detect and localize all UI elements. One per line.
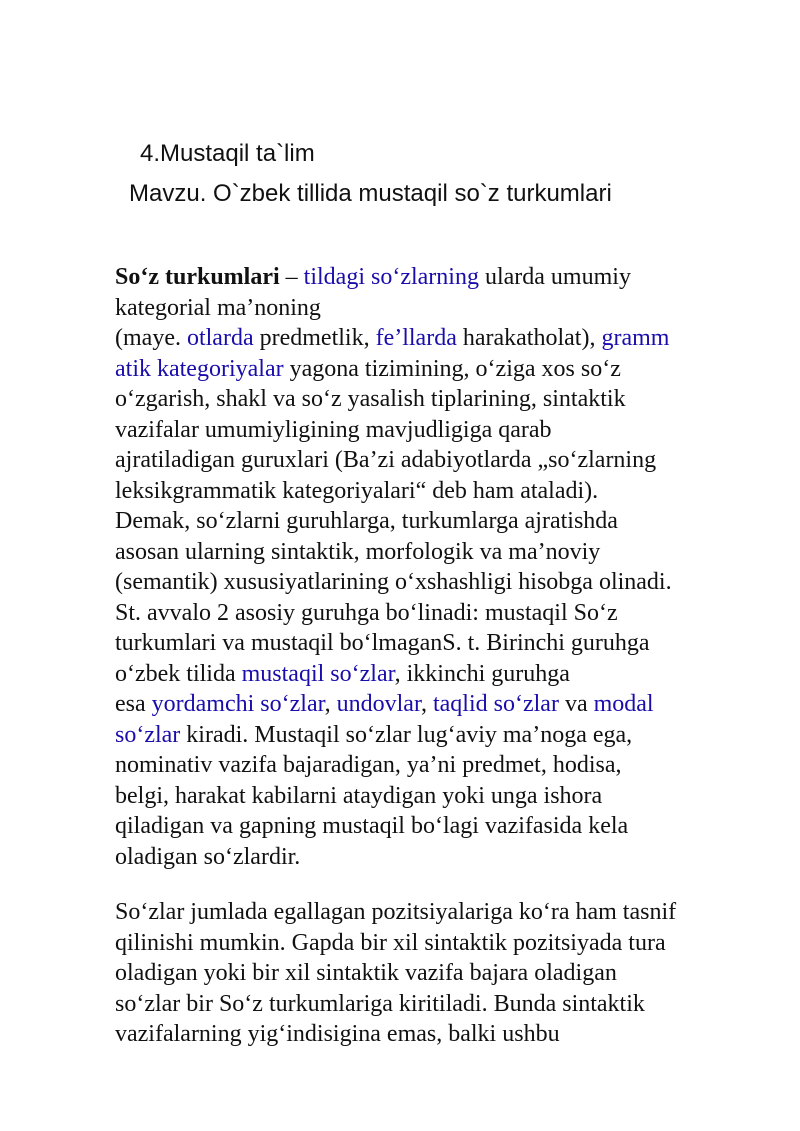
- paragraph-2: [115, 897, 755, 1050]
- assignment-heading: 4.Mustaqil ta`lim: [140, 140, 315, 167]
- link-otlarda[interactable]: otlarda: [186, 325, 254, 351]
- text-span: ,: [420, 691, 433, 717]
- p1-line-10: asosan ularning sintaktik, morfologik va ma’noviy: [115, 538, 601, 565]
- p2-line-5: vazifalarning yig‘indisigina emas, balki ushbu: [115, 1021, 560, 1047]
- text-span: esa: [115, 691, 152, 717]
- p1-line-1: [115, 262, 755, 293]
- p1-line-8: leksikgrammatik kategoriyalari“ deb ham ataladi).: [115, 477, 599, 504]
- p1-line-17: nominativ vazifa bajaradigan, ya’ni predmet, hodisa,: [115, 752, 622, 778]
- p1-line-18: belgi, harakat kabilarni ataydigan yoki unga ishora: [115, 782, 603, 809]
- p1-line-5: o‘zgarish, shakl va so‘z yasalish tiplarining, sintaktik: [115, 386, 626, 412]
- p2-line-3: oladigan yoki bir xil sintaktik vazifa bajara oladigan: [115, 960, 617, 986]
- p1-line-6: vazifalar umumiyligining mavjudligiga qarab: [115, 416, 552, 443]
- p2-line-1: So‘zlar jumlada egallagan pozitsiyalariga ko‘ra ham tasnif: [115, 899, 677, 925]
- link-undovlar[interactable]: undovlar: [336, 691, 421, 717]
- text-span: kiradi. Mustaqil so‘zlar lug‘aviy ma’noga ega,: [180, 721, 633, 748]
- text-span: o‘zbek tilida: [115, 660, 242, 687]
- text-span: –: [279, 264, 304, 290]
- link-grammatik-part1[interactable]: gramm: [601, 325, 670, 351]
- link-mustaqil-sozlar[interactable]: mustaqil so‘zlar: [241, 660, 395, 687]
- p1-line-11: (semantik) xususiyatlarining o‘xshashligi hisobga olinadi.: [115, 569, 672, 595]
- link-grammatik-part2[interactable]: atik kategoriyalar: [115, 355, 284, 382]
- text-span: predmetlik,: [253, 325, 376, 351]
- link-taqlid-sozlar[interactable]: taqlid so‘zlar: [432, 691, 559, 717]
- p1-line-14: [115, 659, 755, 690]
- topic-heading: Mavzu. O`zbek tillida mustaqil so`z turkumlari: [129, 180, 612, 207]
- link-fellarda[interactable]: fe’llarda: [375, 325, 457, 351]
- text-span: , ikkinchi guruhga: [394, 660, 570, 687]
- p1-line-16: [115, 720, 755, 751]
- paragraph-1: [115, 262, 755, 872]
- text-span: harakatholat),: [456, 325, 602, 351]
- link-modal-sozlar-part2[interactable]: so‘zlar: [115, 721, 181, 748]
- link-yordamchi-sozlar[interactable]: yordamchi so‘zlar: [151, 691, 325, 717]
- text-span: (maye.: [115, 325, 187, 351]
- p1-line-15: [115, 689, 755, 720]
- term-so-z-turkumlari: So‘z turkumlari: [115, 264, 280, 290]
- text-span: yagona tizimining, o‘ziga xos so‘z: [283, 355, 621, 382]
- text-span: ularda umumiy: [478, 264, 631, 290]
- p1-line-12: St. avvalo 2 asosiy guruhga bo‘linadi: mustaqil So‘z: [115, 599, 618, 626]
- link-tildagi-sozlarning[interactable]: tildagi so‘zlarning: [303, 264, 479, 290]
- p2-line-4: so‘zlar bir So‘z turkumlariga kiritiladi. Bunda sintaktik: [115, 990, 645, 1017]
- p1-line-4: [115, 354, 755, 385]
- p1-line-9: Demak, so‘zlarni guruhlarga, turkumlarga ajratishda: [115, 508, 618, 534]
- p1-line-19: qiladigan va gapning mustaqil bo‘lagi vazifasida kela: [115, 813, 629, 839]
- p1-line-13: turkumlari va mustaqil bo‘lmaganS. t. Birinchi guruhga: [115, 630, 650, 656]
- p1-line-20: oladigan so‘zlardir.: [115, 843, 301, 870]
- p1-line-3: [115, 323, 755, 354]
- link-modal-sozlar-part1[interactable]: modal: [593, 691, 654, 717]
- p1-line-7: ajratiladigan guruxlari (Ba’zi adabiyotlarda „so‘zlarning: [115, 447, 657, 473]
- p2-line-2: qilinishi mumkin. Gapda bir xil sintaktik pozitsiyada tura: [115, 929, 666, 956]
- text-span: ,: [324, 691, 337, 717]
- text-span: va: [558, 691, 594, 717]
- p1-line-2: kategorial ma’noning: [115, 294, 321, 321]
